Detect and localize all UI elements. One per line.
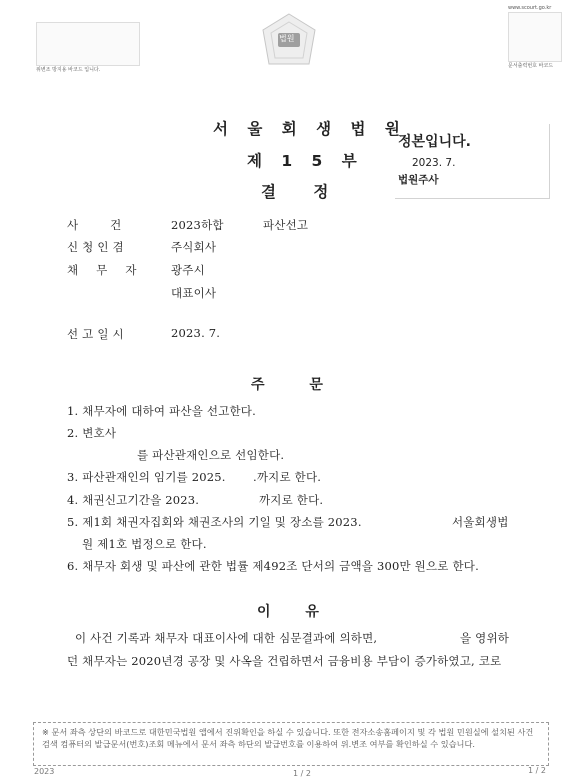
order-item: 2. 변호사 xyxy=(67,426,117,440)
certified-copy-label: 정본입니다. xyxy=(398,134,471,150)
order-item: 5. 제1회 채권자집회와 채권조사의 기일 및 장소를 2023. xyxy=(67,515,362,529)
reason-paragraph: 을 영위하 xyxy=(460,631,510,645)
debtor-representative: 대표이사 xyxy=(171,286,217,300)
verification-notice xyxy=(33,722,549,766)
order-item: 6. 채무자 회생 및 파산에 관한 법률 제492조 단서의 금액을 300만 원으로 한다. xyxy=(67,559,479,573)
page-number: 1 / 2 xyxy=(293,769,311,778)
order-item: 원 제1호 법정으로 한다. xyxy=(82,537,207,551)
case-number: 2023하합 xyxy=(171,218,224,232)
case-label: 사 건 xyxy=(67,218,122,232)
declaration-date: 2023. 7. xyxy=(171,326,221,340)
declaration-date-label: 선 고 일 시 xyxy=(67,327,124,341)
document-type: 결 정 xyxy=(261,183,345,201)
order-item: .까지로 한다. xyxy=(253,470,322,484)
seal-text: 법원 xyxy=(279,34,295,43)
reason-heading: 이 유 xyxy=(257,604,319,620)
applicant-name: 주식회사 xyxy=(171,240,217,254)
order-item: 3. 파산관재인의 임기를 2025. xyxy=(67,470,226,484)
court-site-url: www.scourt.go.kr xyxy=(508,5,552,11)
court-name: 서 울 회 생 법 원 xyxy=(213,120,407,138)
case-name: 파산선고 xyxy=(263,218,309,232)
order-item: 를 파산관재인으로 선임한다. xyxy=(137,448,285,462)
debtor-address: 광주시 xyxy=(171,263,205,277)
stamp-date: 2023. 7. xyxy=(412,157,456,169)
order-item: 4. 채권신고기간을 2023. xyxy=(67,493,200,507)
order-item: 까지로 한다. xyxy=(259,493,324,507)
order-item: 1. 채무자에 대하여 파산을 선고한다. xyxy=(67,404,256,418)
output-number-qr-code xyxy=(508,12,562,62)
authentication-barcode xyxy=(36,22,140,66)
order-heading: 주 문 xyxy=(251,377,323,393)
reason-paragraph: 이 사건 기록과 채무자 대표이사에 대한 심문결과에 의하면, xyxy=(75,631,378,645)
stamp-clerk: 법원주사 xyxy=(398,174,439,186)
debtor-label: 채 무 자 xyxy=(67,263,137,277)
issue-code: 2023 xyxy=(34,767,55,776)
division: 제 1 5 부 xyxy=(247,152,364,170)
order-item: 서울회생법 xyxy=(452,515,509,529)
applicant-label: 신 청 인 겸 xyxy=(67,240,124,254)
barcode-caption: 위변조 방지용 바코드 입니다. xyxy=(36,67,101,73)
qr-caption: 문서출력번호 바코드 xyxy=(508,63,554,69)
reason-paragraph: 던 채무자는 2020년경 공장 및 사옥을 건립하면서 금융비용 부담이 증가하였고, 코로 xyxy=(67,654,502,668)
verification-notice-text: ※ 문서 좌측 상단의 바코드로 대한민국법원 앱에서 진위확인을 하실 수 있습니다. 또한 전자소송홈페이지 및 각 법원 민원실에 설치된 사건검색 컴퓨터의 발급문서(번호)조회 메뉴에서 문서 좌측 하단의 발급번호를 이용하여 위.변조 여부를 확인하실 수 있습니다. xyxy=(42,727,534,749)
page-number-right: 1 / 2 xyxy=(528,766,546,775)
